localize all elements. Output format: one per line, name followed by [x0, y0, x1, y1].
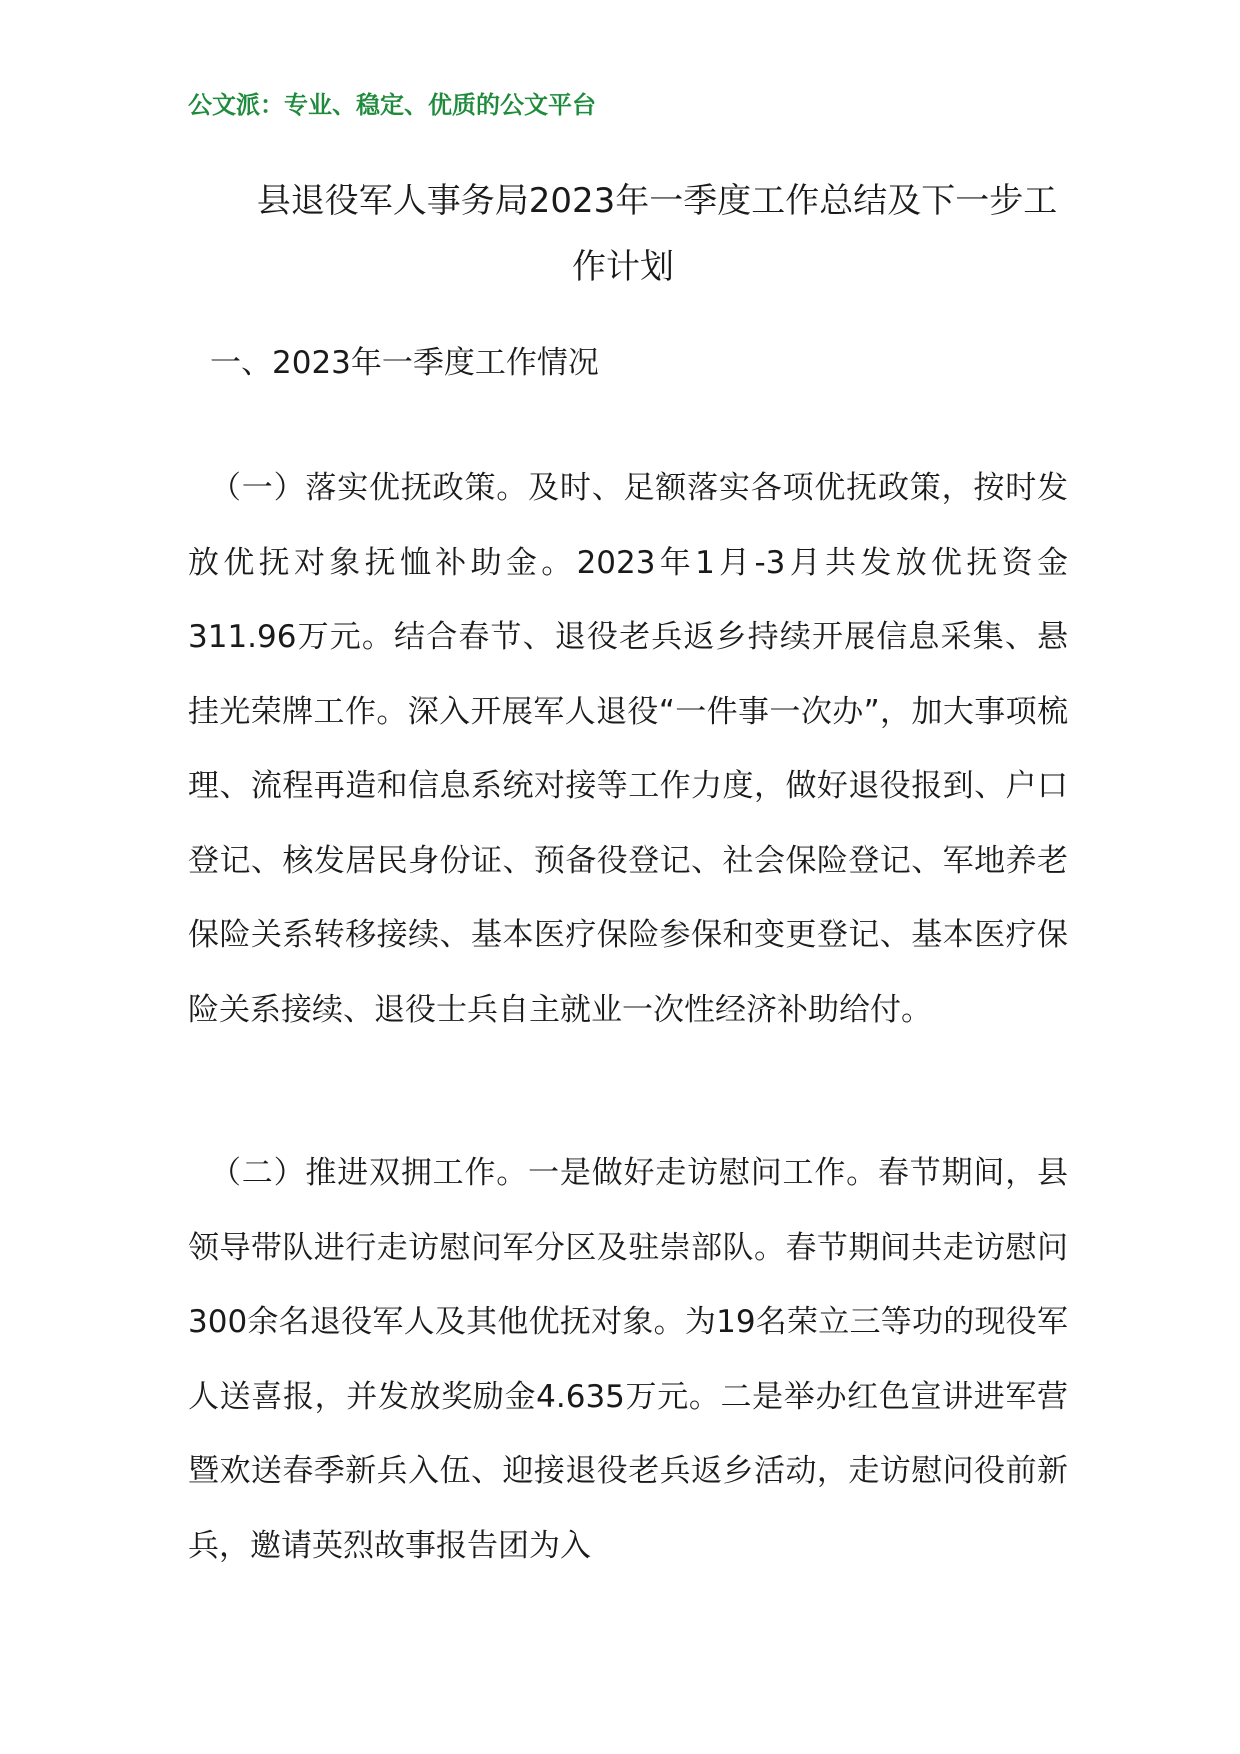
body-paragraph: （二）推进双拥工作。一是做好走访慰问工作。春节期间，县领导带队进行走访慰问军分区及驻崇部队。春节期间共走访慰问300余名退役军人及其他优抚对象。为19名荣立三等功的现役军人送喜报，并发放奖励金4.635万元。二是举办红色宣讲进军营暨欢送春季新兵入伍、迎接退役老兵返乡活动，走访慰问役前新兵，邀请英烈故事报告团为入 [188, 1155, 1068, 1564]
body-paragraph: （一）落实优抚政策。及时、足额落实各项优抚政策，按时发放优抚对象抚恤补助金。2023年1月-3月共发放优抚资金311.96万元。结合春节、退役老兵返乡持续开展信息采集、悬挂光荣牌工作。深入开展军人退役“一件事一次办”，加大事项梳理、流程再造和信息系统对接等工作力度，做好退役报到、户口登记、核发居民身份证、预备役登记、社会保险登记、军地养老保险关系转移接续、基本医疗保险参保和变更登记、基本医疗保险关系接续、退役士兵自主就业一次性经济补助给付。 [188, 470, 1068, 1028]
document-title: 县退役军人事务局2023年一季度工作总结及下一步工作计划 [256, 181, 1058, 287]
section-heading: 一、2023年一季度工作情况 [210, 345, 599, 381]
platform-banner: 公文派：专业、稳定、优质的公文平台 [188, 91, 596, 119]
